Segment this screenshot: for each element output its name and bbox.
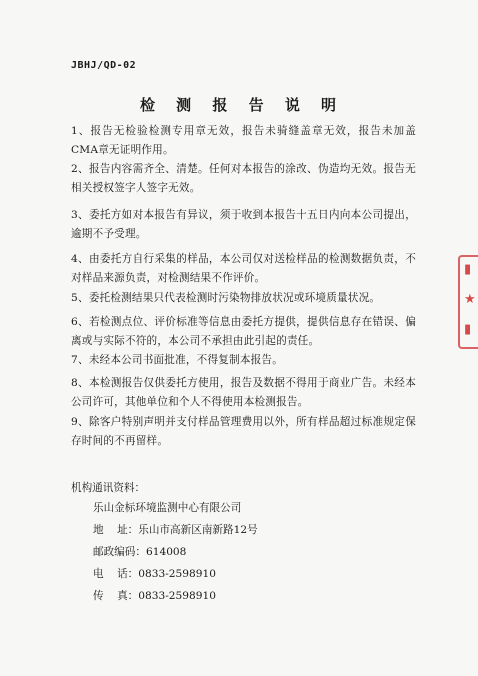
page-title: 检 测 报 告 说 明 bbox=[139, 96, 345, 114]
company-name: 乐山金标环境监测中心有限公司 bbox=[93, 502, 242, 514]
postcode: 邮政编码：614008 bbox=[93, 546, 187, 558]
notice-item-5: 5、委托检测结果只代表检测时污染物排放状况或环境质量状况。 bbox=[71, 292, 381, 304]
contact-heading: 机构通讯资料： bbox=[71, 482, 146, 494]
company-address: 地 址：乐山市高新区南新路12号 bbox=[93, 524, 258, 536]
seal-stamp-mark: ▮ bbox=[464, 262, 472, 277]
notice-item-7: 7、未经本公司书面批准，不得复制本报告。 bbox=[71, 354, 284, 366]
seal-stamp-mark: ▮ bbox=[464, 322, 472, 337]
notice-item-9: 9、除客户特别声明并支付样品管理费用以外，所有样品超过标准规定保存时间的不再留样。 bbox=[71, 416, 416, 447]
notice-item-6: 6、若检测点位、评价标准等信息由委托方提供，提供信息存在错误、偏离或与实际不符的，本公司不承担由此引起的责任。 bbox=[71, 316, 416, 347]
notice-item-2: 2、报告内容需齐全、清楚。任何对本报告的涂改、伪造均无效。报告无相关授权签字人签字无效。 bbox=[71, 163, 416, 194]
phone: 电 话：0833-2598910 bbox=[93, 568, 216, 580]
document-code: JBHJ/QD-02 bbox=[71, 60, 137, 71]
seal-star-icon: ★ bbox=[464, 292, 476, 307]
notice-item-1: 1、报告无检验检测专用章无效，报告未骑缝盖章无效，报告未加盖CMA章无证明作用。 bbox=[71, 125, 416, 156]
notice-item-4: 4、由委托方自行采集的样品，本公司仅对送检样品的检测数据负责，不对样品来源负责，对检测结果不作评价。 bbox=[71, 253, 416, 284]
notice-item-8: 8、本检测报告仅供委托方使用，报告及数据不得用于商业广告。未经本公司许可，其他单位和个人不得使用本检测报告。 bbox=[71, 377, 416, 408]
notice-item-3: 3、委托方如对本报告有异议，须于收到本报告十五日内向本公司提出，逾期不予受理。 bbox=[71, 209, 416, 240]
fax: 传 真：0833-2598910 bbox=[93, 590, 216, 602]
